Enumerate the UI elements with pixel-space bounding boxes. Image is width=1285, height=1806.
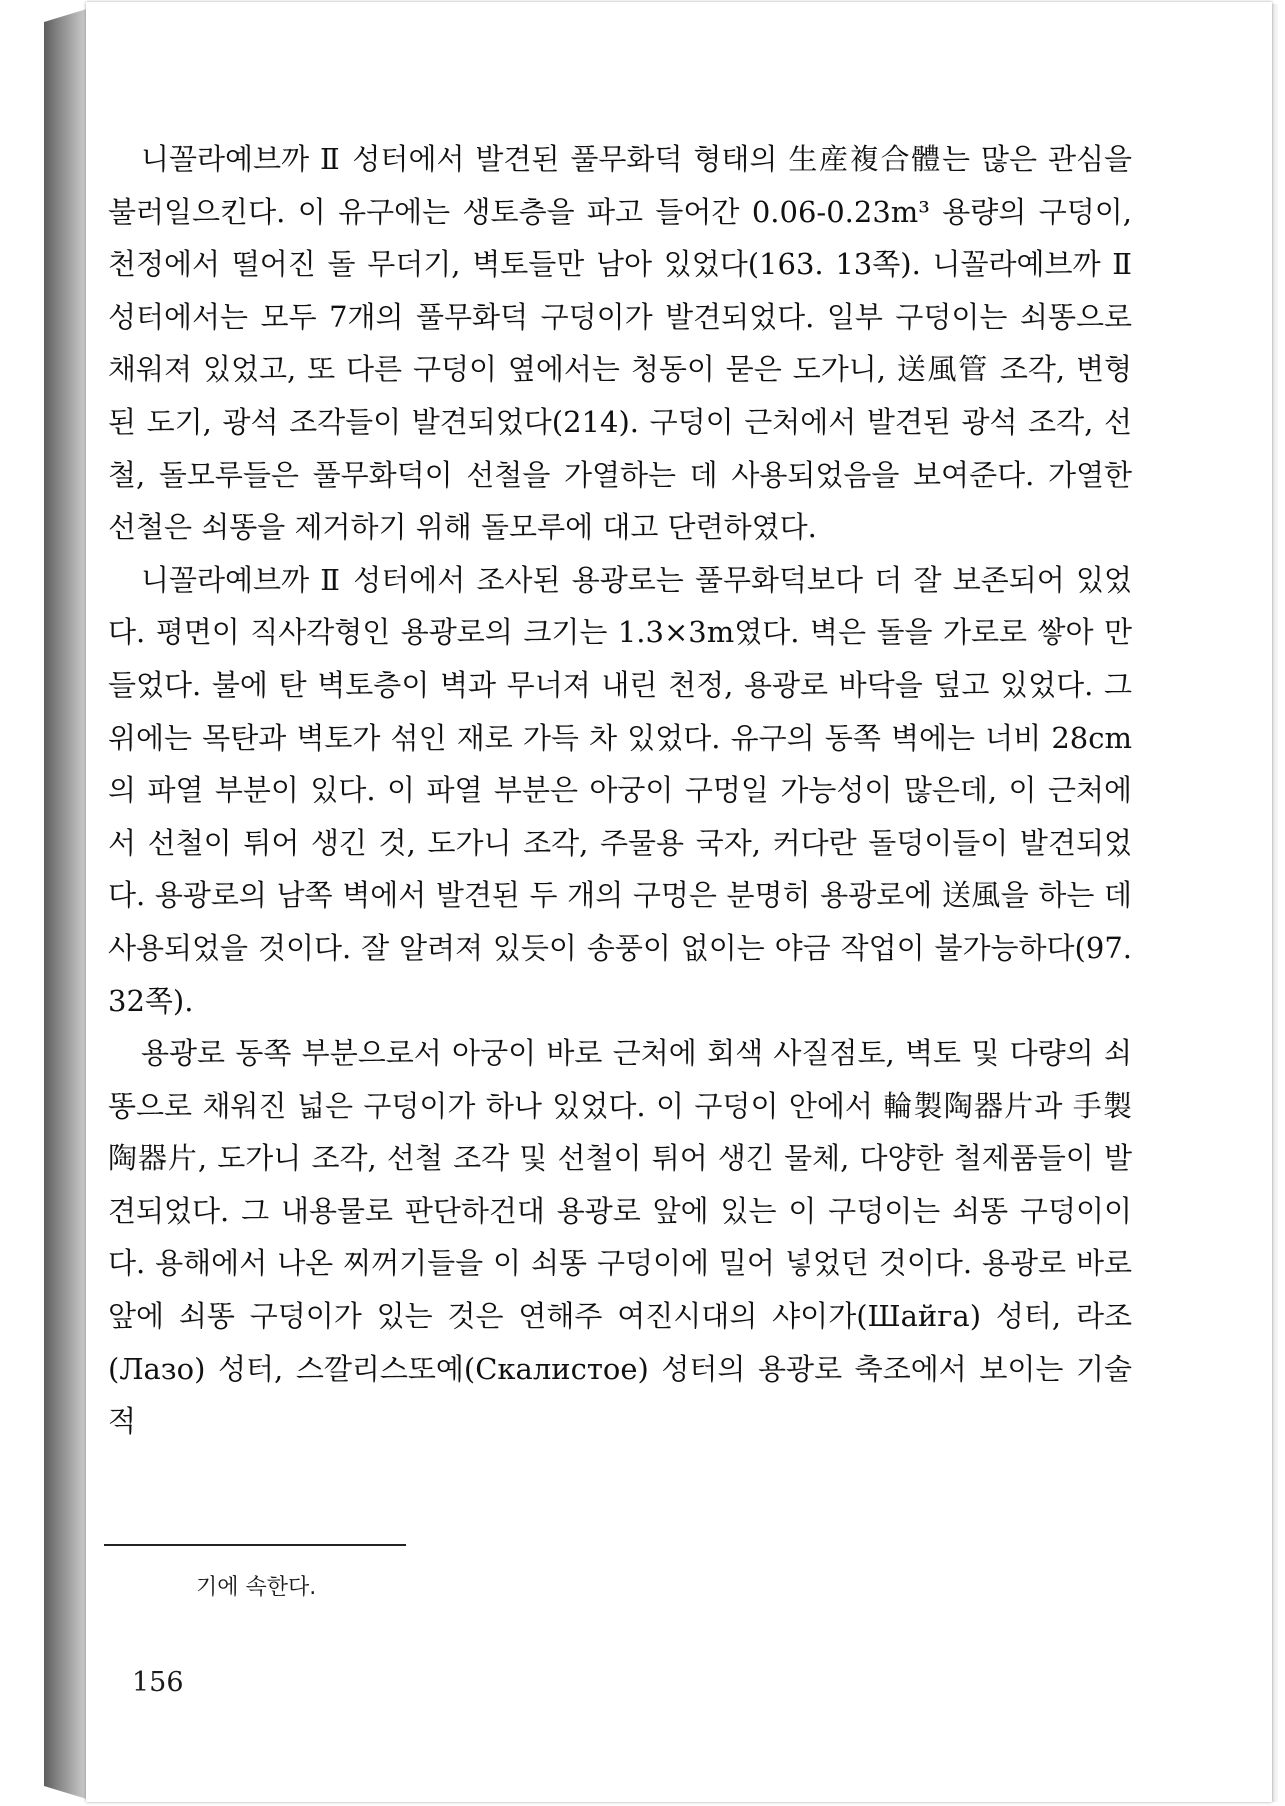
paragraph-2: 니꼴라예브까 Ⅱ 성터에서 조사된 용광로는 풀무화덕보다 더 잘 보존되어 있었다. 평면이 직사각형인 용광로의 크기는 1.3×3m였다. 벽은 돌을 가로로 쌓아 만들었다. 불에 탄 벽토층이 벽과 무너져 내린 천정, 용광로 바닥을 덮고 있었다. 그 위에는 목탄과 벽토가 섞인 재로 가득 차 있었다. 유구의 동쪽 벽에는 너비 28cm의 파열 부분이 있다. 이 파열 부분은 아궁이 구멍일 가능성이 많은데, 이 근처에서 선철이 튀어 생긴 것, 도가니 조각, 주물용 국자, 커다란 돌덩이들이 발견되었다. 용광로의 남쪽 벽에서 발견된 두 개의 구멍은 분명히 용광로에 送風을 하는 데 사용되었을 것이다. 잘 알려져 있듯이 송풍이 없이는 야금 작업이 불가능하다(97. 32쪽).: [108, 562, 1132, 1018]
body-text: [108, 133, 1132, 1448]
book-spine: [44, 8, 90, 1800]
footnote-divider: [104, 1544, 406, 1546]
footnote-text: 기에 속한다.: [196, 1575, 317, 1600]
paragraph-1: 니꼴라예브까 Ⅱ 성터에서 발견된 풀무화덕 형태의 生産複合體는 많은 관심을 불러일으킨다. 이 유구에는 생토층을 파고 들어간 0.06-0.23m³ 용량의 구덩이, 천정에서 떨어진 돌 무더기, 벽토들만 남아 있었다(163. 13쪽). 니꼴라예브까 Ⅱ 성터에서는 모두 7개의 풀무화덕 구덩이가 발견되었다. 일부 구덩이는 쇠똥으로 채워져 있었고, 또 다른 구덩이 옆에서는 청동이 묻은 도가니, 送風管 조각, 변형된 도기, 광석 조각들이 발견되었다(214). 구덩이 근처에서 발견된 광석 조각, 선철, 돌모루들은 풀무화덕이 선철을 가열하는 데 사용되었음을 보여준다. 가열한 선철은 쇠똥을 제거하기 위해 돌모루에 대고 단련하였다.: [108, 142, 1132, 545]
page-number: 156: [132, 1667, 184, 1698]
paragraph-3: 용광로 동쪽 부분으로서 아궁이 바로 근처에 회색 사질점토, 벽토 및 다량의 쇠똥으로 채워진 넓은 구덩이가 하나 있었다. 이 구덩이 안에서 輪製陶器片과 手製陶器片, 도가니 조각, 선철 조각 및 선철이 튀어 생긴 물체, 다양한 철제품들이 발견되었다. 그 내용물로 판단하건대 용광로 앞에 있는 이 구덩이는 쇠똥 구덩이이다. 용해에서 나온 찌꺼기들을 이 쇠똥 구덩이에 밀어 넣었던 것이다. 용광로 바로 앞에 쇠똥 구덩이가 있는 것은 연해주 여진시대의 샤이가(Шайга) 성터, 라조(Лазо) 성터, 스깔리스또예(Скалистое) 성터의 용광로 축조에서 보이는 기술적: [108, 1036, 1132, 1439]
